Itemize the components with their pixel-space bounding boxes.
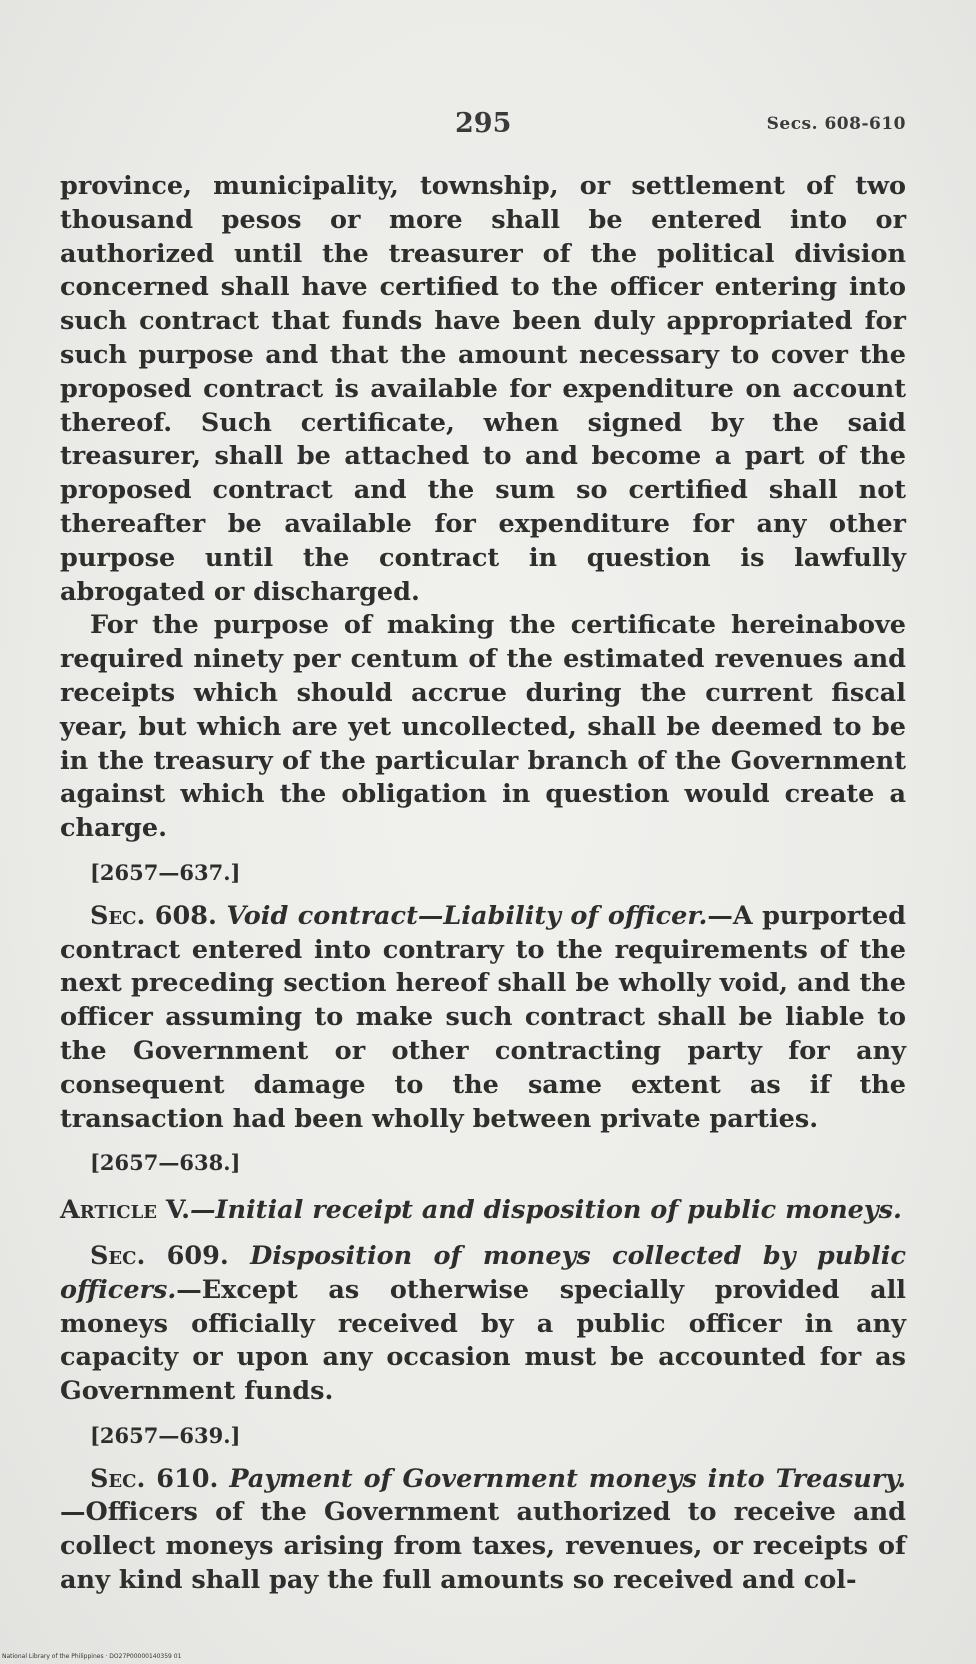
section-title: Void contract—Liability of officer. <box>226 900 708 931</box>
article-title: —Initial receipt and disposition of public moneys. <box>190 1195 902 1226</box>
section-text: —Officers of the Government authorized to receive and collect moneys arising from taxes, revenues, or receipts of any kind shall pay the full amounts so received and col- <box>60 1497 906 1596</box>
section-text: —A purported contract entered into contrary to the requirements of the next preceding section hereof shall be wholly void, and the officer assuming to make such contract shall be liable to the Government or other contracting party for any consequent damage to the same extent as if the transaction had been wholly between private parties. <box>60 900 906 1134</box>
article-heading <box>60 1194 906 1228</box>
page-header <box>0 108 976 148</box>
section-label: Sec. 608. <box>90 900 217 931</box>
section-title: Payment of Government moneys into Treasury. <box>229 1463 906 1494</box>
section-label: Sec. 610. <box>90 1463 219 1494</box>
scan-source-footer: National Library of the Philippines · DO27P00000140359 01 <box>2 1653 182 1660</box>
section-609 <box>60 1240 906 1409</box>
reference-citation: [2657—638.] <box>90 1150 241 1176</box>
reference-citation: [2657—639.] <box>90 1422 241 1448</box>
section-text: —Except as otherwise specially provided all moneys officially received by a public officer in any capacity or upon any occasion must be accounted for as Government funds. <box>60 1274 906 1407</box>
article-label: Article V. <box>60 1195 191 1226</box>
page-body <box>60 170 906 1598</box>
section-label: Sec. 609. <box>90 1240 229 1271</box>
paragraph-continuation: province, municipality, township, or settlement of two thousand pesos or more shall be entered into or authorized until the treasurer of the political division concerned shall have certified to the officer entering into such contract that funds have been duly appropriated for such purpose and that the amount necessary to cover the proposed contract is available for expenditure on account thereof. Such certificate, when signed by the said treasurer, shall be attached to and become a part of the proposed contract and the sum so certified shall not thereafter be available for expenditure for any other purpose until the contract in question is lawfully abrogated or discharged. <box>60 171 906 607</box>
section-610 <box>60 1463 906 1598</box>
section-range: Secs. 608-610 <box>766 114 906 134</box>
paragraph-certificate-purpose: For the purpose of making the certificate hereinabove required ninety per centum of the estimated revenues and receipts which should accrue during the current fiscal year, but which are yet uncollected, shall be deemed to be in the treasury of the particular branch of the Government against which the obligation in question would create a charge. <box>60 610 906 844</box>
page-number: 295 <box>455 108 512 139</box>
section-title: Disposition of moneys collected by public officers. <box>60 1240 906 1305</box>
section-608 <box>60 900 906 1137</box>
reference-citation: [2657—637.] <box>90 859 241 885</box>
